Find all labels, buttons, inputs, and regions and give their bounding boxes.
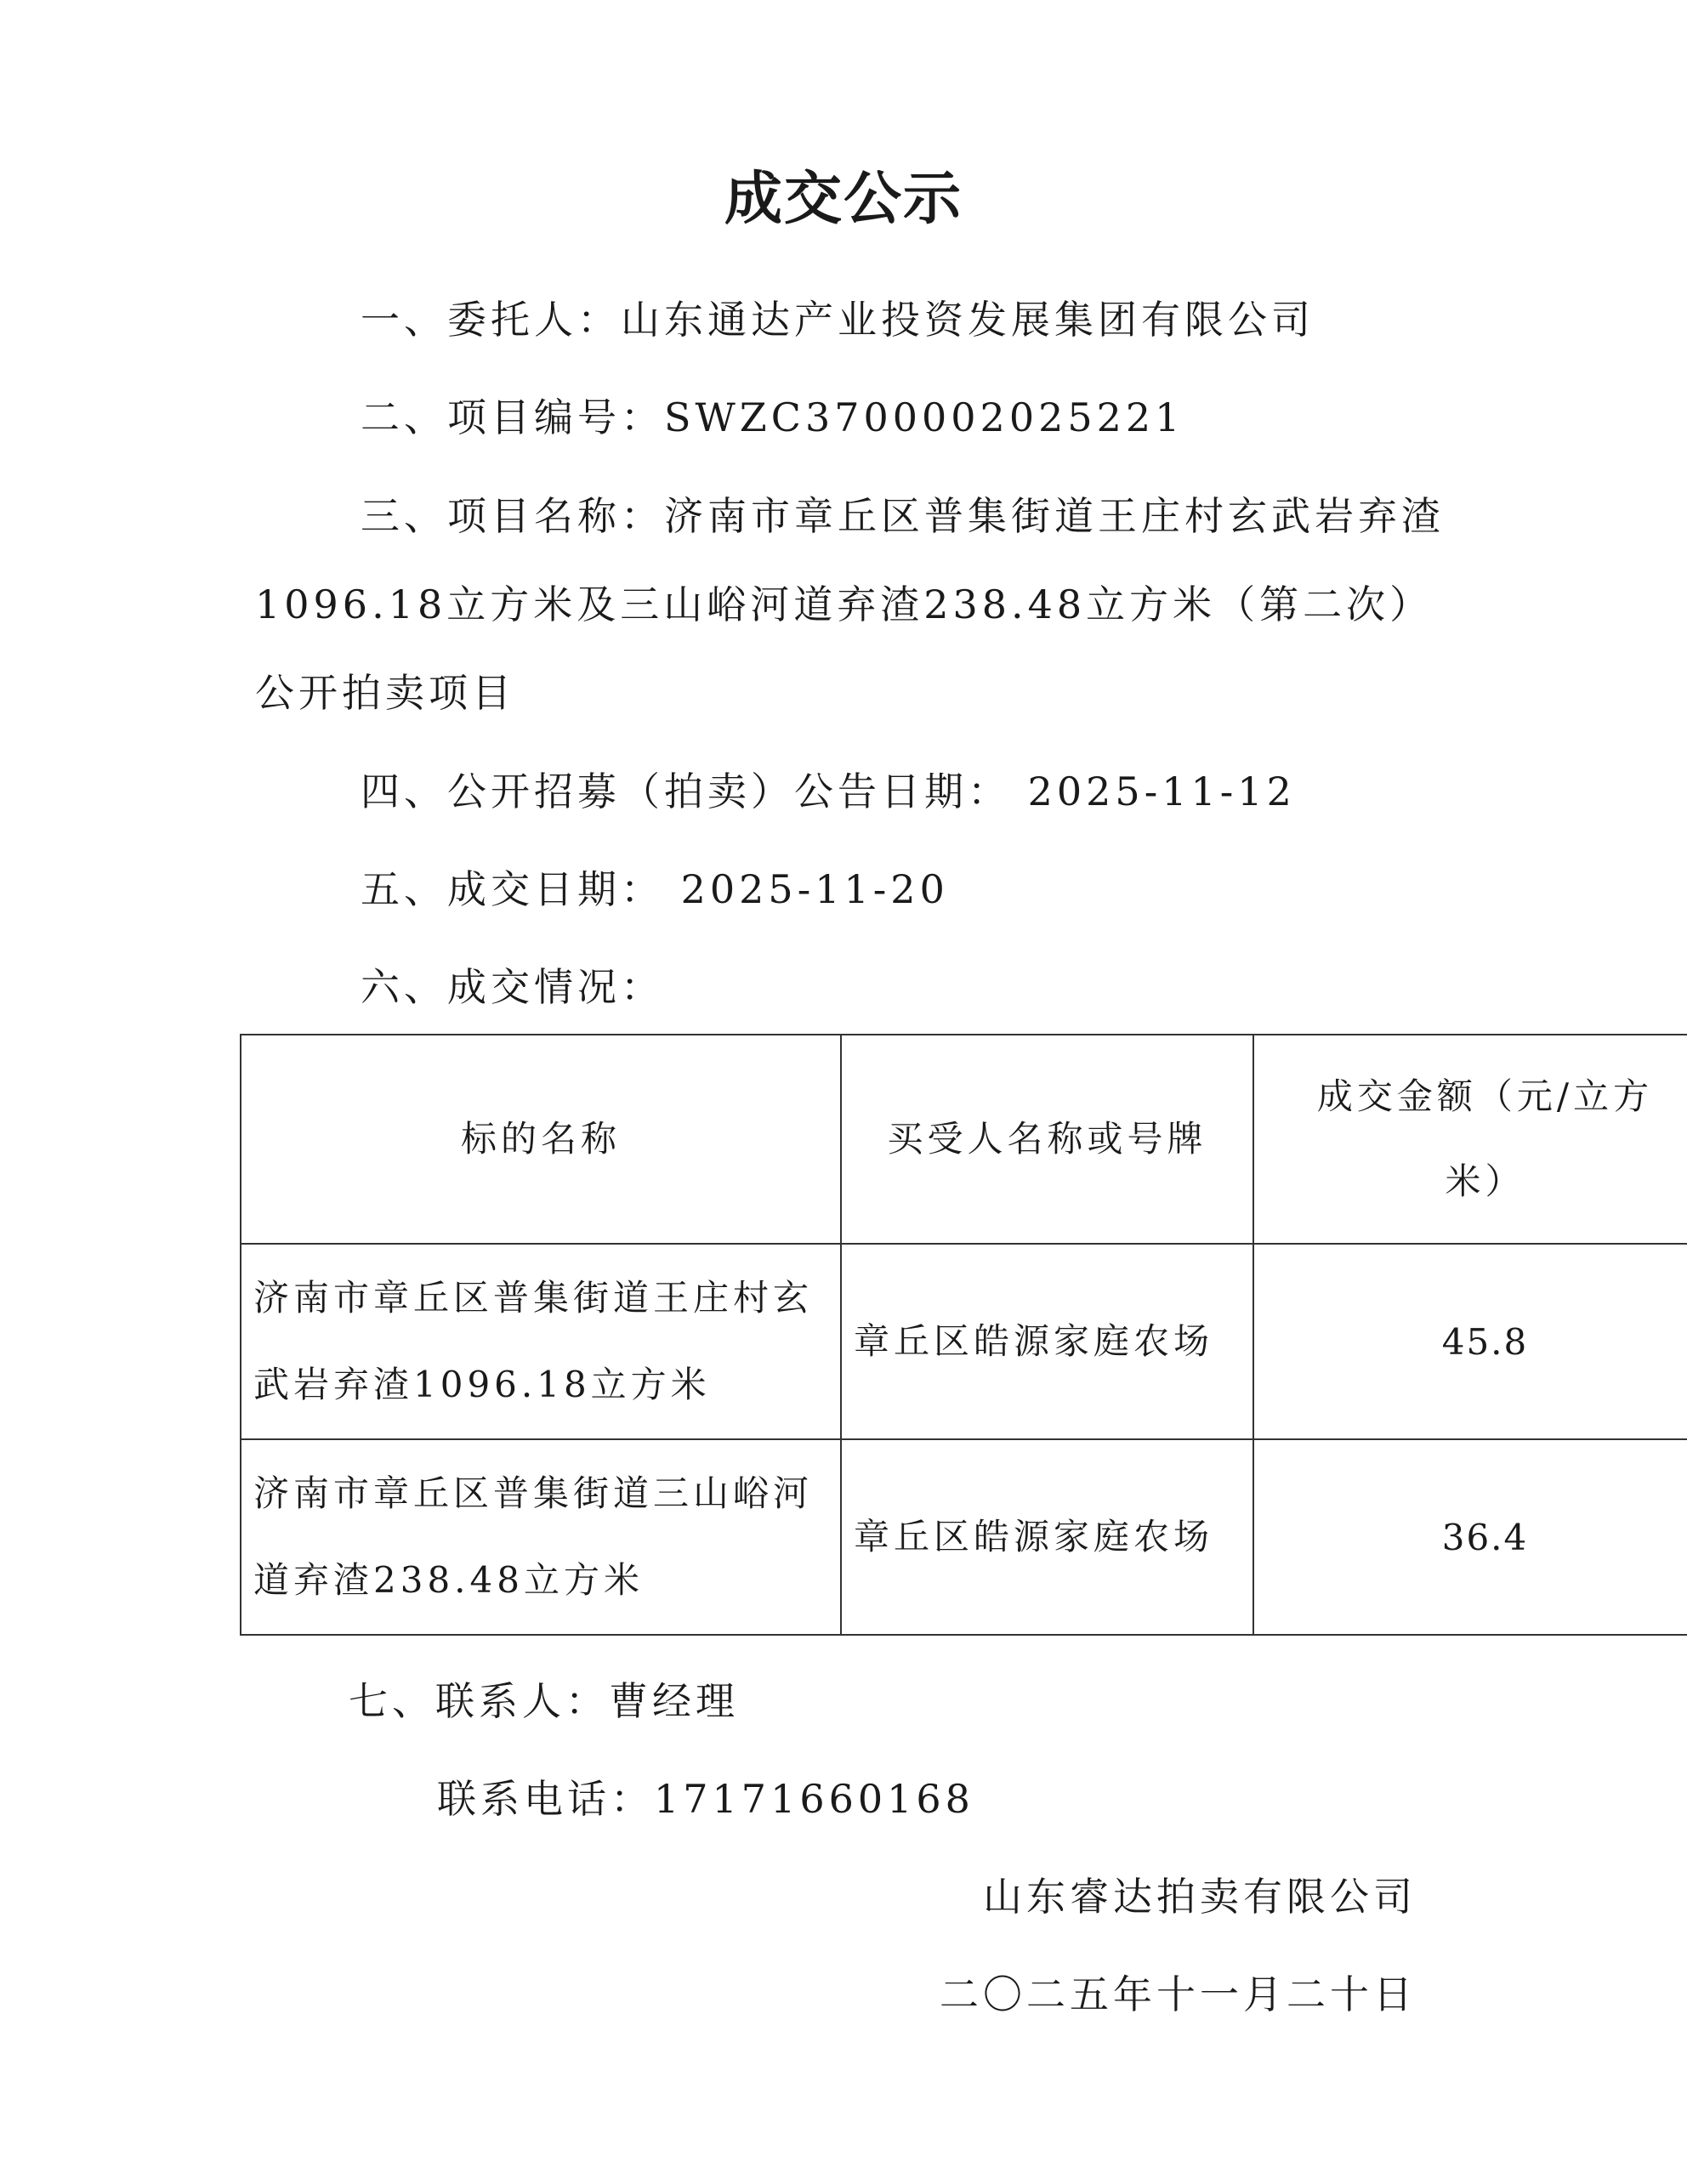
announcement-date-line: 四、公开招募（拍卖）公告日期： 2025-11-12 <box>361 769 1296 814</box>
row-buyer: 章丘区皓源家庭农场 <box>841 1439 1253 1635</box>
issuer-company: 山东睿达拍卖有限公司 <box>983 1874 1417 1920</box>
deal-date-line: 五、成交日期： 2025-11-20 <box>361 866 949 912</box>
deal-table <box>240 1034 1687 1636</box>
deal-status-heading: 六、成交情况： <box>361 964 664 1010</box>
contact-phone-line: 联系电话：17171660168 <box>437 1776 974 1822</box>
row-item-name: 济南市章丘区普集街道王庄村玄武岩弃渣1096.18立方米 <box>241 1244 841 1439</box>
row-amount: 36.4 <box>1253 1439 1687 1635</box>
table-row <box>241 1244 1687 1439</box>
contact-person-line: 七、联系人：曹经理 <box>349 1678 739 1724</box>
header-amount: 成交金额（元/立方米） <box>1253 1035 1687 1244</box>
project-name-paragraph: 三、项目名称：济南市章丘区普集街道王庄村玄武岩弃渣1096.18立方米及三山峪河道弃渣238.48立方米（第二次）公开拍卖项目 <box>255 493 1445 716</box>
issue-date: 二〇二五年十一月二十日 <box>940 1971 1417 2017</box>
consignor-line: 一、委托人：山东通达产业投资发展集团有限公司 <box>361 297 1315 343</box>
header-item-name: 标的名称 <box>241 1035 841 1244</box>
header-buyer: 买受人名称或号牌 <box>841 1035 1253 1244</box>
page-title: 成交公示 <box>724 165 963 233</box>
table-row <box>241 1439 1687 1635</box>
project-number-line: 二、项目编号：SWZC3700002025221 <box>361 394 1184 440</box>
row-buyer: 章丘区皓源家庭农场 <box>841 1244 1253 1439</box>
row-item-name: 济南市章丘区普集街道三山峪河道弃渣238.48立方米 <box>241 1439 841 1635</box>
table-header-row <box>241 1035 1687 1244</box>
row-amount: 45.8 <box>1253 1244 1687 1439</box>
